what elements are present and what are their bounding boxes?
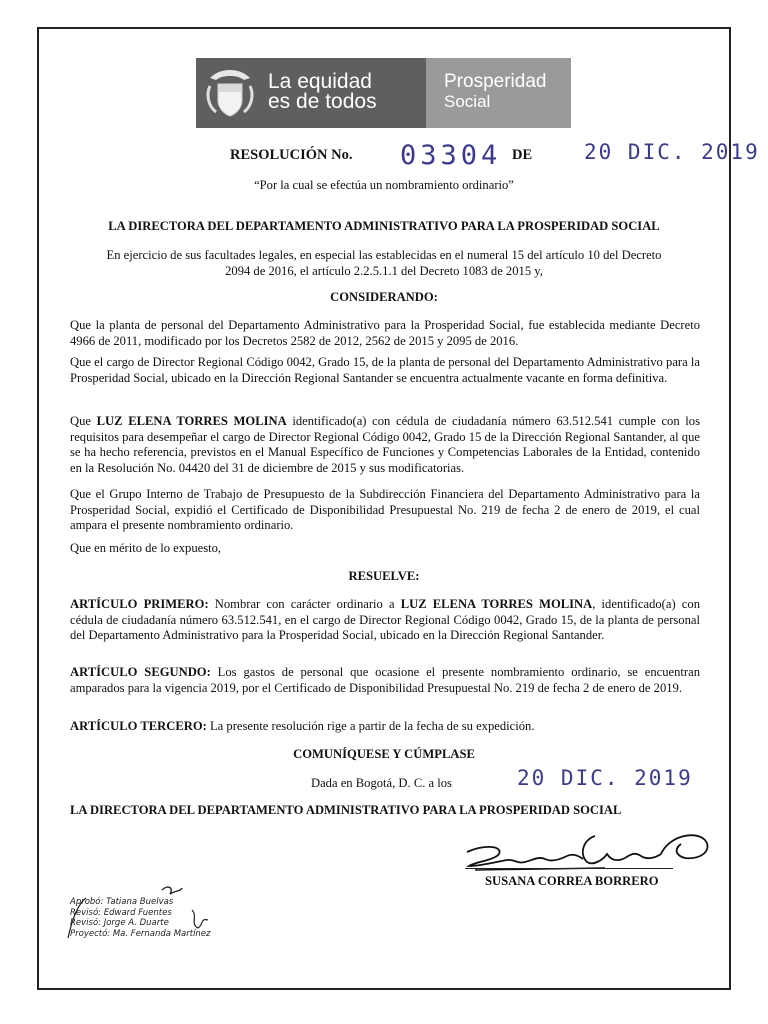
resolution-subtitle: “Por la cual se efectúa un nombramiento ordinario” [254, 178, 514, 192]
institution-logo [196, 58, 571, 128]
article-1-text-a: Nombrar con carácter ordinario a [208, 597, 401, 611]
article-2 [70, 665, 700, 696]
initial-reviso-2: Revisó: Jorge A. Duarte [70, 918, 169, 928]
article-2-label: ARTÍCULO SEGUNDO: [70, 665, 211, 679]
initial-reviso-1: Revisó: Edward Fuentes [70, 907, 172, 918]
logo-light-panel [426, 58, 571, 128]
p3-text-a: Que [70, 414, 97, 428]
considerando-paragraph-2: Que el cargo de Director Regional Código 0042, Grado 15, de la planta de personal del Departamento Administrativo para la Prosperidad Social, ubicado en la Dirección Regional Santander se encuentra actualmente vacante en forma definitiva. [70, 355, 700, 385]
resolution-date-stamp: 20 DIC. 2019 [584, 140, 760, 164]
article-3-label: ARTÍCULO TERCERO: [70, 719, 207, 733]
article-1-label: ARTÍCULO PRIMERO: [70, 597, 209, 611]
p3-text-b: identificado(a) con cédula de ciudadanía número 63.512.541 cumple con los requisitos para desempeñar el cargo de Director Regional Código 0042, Grado 15 de la Dirección Regional Santander, al que se ha hecho referencia, previstos en el Manual Específico de Funciones y Competencias Laborales de la Entidad, contenido en la Resolución No. 04420 del 31 de diciembre de 2015 y sus modificatorias. [70, 414, 700, 475]
logo-line-2: es de todos [268, 90, 377, 113]
logo-right-line-1: Prosperidad [444, 71, 547, 92]
appointee-name: LUZ ELENA TORRES MOLINA [96, 414, 287, 428]
considerando-paragraph-4: Que el Grupo Interno de Trabajo de Presupuesto de la Subdirección Financiera del Departamento Administrativo para la Prosperidad Social, expidió el Certificado de Disponibilidad Presupuestal No. 219 de fecha 2 de enero de 2019, el cual ampara el presente nombramiento ordinario. [70, 487, 700, 532]
article-1-text-b: , identificado(a) con cédula de ciudadanía número 63.512.541, en el cargo de Director Regional Código 0042, Grado 15, de la planta de personal del Departamento Administrativo para la Prosperidad Social, ubicado en la Dirección Regional Santander. [70, 597, 700, 642]
article-1 [70, 597, 700, 644]
resolution-de: DE [512, 147, 533, 163]
resolution-label: RESOLUCIÓN No. [230, 147, 353, 163]
handwritten-signature [455, 826, 720, 874]
initials-scribbles [58, 880, 238, 950]
dada-en-text: Dada en Bogotá, D. C. a los [311, 776, 452, 790]
preamble: En ejercicio de sus facultades legales, en especial las establecidas en el numeral 15 del artículo 10 del Decreto 2094 de 2016, el artículo 2.2.5.1.1 del Decreto 1083 de 2015 y, [106, 248, 662, 278]
initial-aprobo: Aprobó: Tatiana Buelvas [70, 897, 174, 907]
closing-authority: LA DIRECTORA DEL DEPARTAMENTO ADMINISTRATIVO PARA LA PROSPERIDAD SOCIAL [70, 803, 622, 817]
resolution-number-stamp: 03304 [400, 140, 502, 171]
logo-dark-panel [196, 58, 426, 128]
article-3 [70, 719, 700, 735]
signatory-name: SUSANA CORREA BORRERO [485, 874, 659, 888]
signature-line [465, 868, 673, 869]
logo-line-1: La equidad [268, 70, 372, 93]
coat-of-arms-icon [202, 64, 258, 122]
considerando-paragraph-3 [70, 414, 700, 476]
considerando-paragraph-5: Que en mérito de lo expuesto, [70, 541, 222, 555]
authority-heading: LA DIRECTORA DEL DEPARTAMENTO ADMINISTRATIVO PARA LA PROSPERIDAD SOCIAL [108, 219, 660, 233]
comuniquese-heading: COMUNÍQUESE Y CÚMPLASE [293, 747, 475, 761]
article-1-name: LUZ ELENA TORRES MOLINA [400, 597, 593, 611]
resuelve-heading: RESUELVE: [348, 569, 420, 583]
logo-right-line-2: Social [444, 92, 491, 111]
article-3-text: La presente resolución rige a partir de la fecha de su expedición. [206, 719, 535, 733]
closing-date-stamp: 20 DIC. 2019 [517, 766, 693, 790]
considerando-paragraph-1: Que la planta de personal del Departamento Administrativo para la Prosperidad Social, fue establecida mediante Decreto 4966 de 2011, modificado por los Decretos 2582 de 2012, 2562 de 2015 y 2095 de 2016. [70, 318, 700, 348]
initial-proyecto: Proyectó: Ma. Fernanda Martínez [70, 928, 211, 939]
article-2-text: Los gastos de personal que ocasione el presente nombramiento ordinario, se encuentran amparados para la vigencia 2019, por el Certificado de Disponibilidad Presupuestal No. 219 de fecha 2 de enero de 2019. [70, 665, 701, 695]
considerando-heading: CONSIDERANDO: [330, 290, 438, 304]
